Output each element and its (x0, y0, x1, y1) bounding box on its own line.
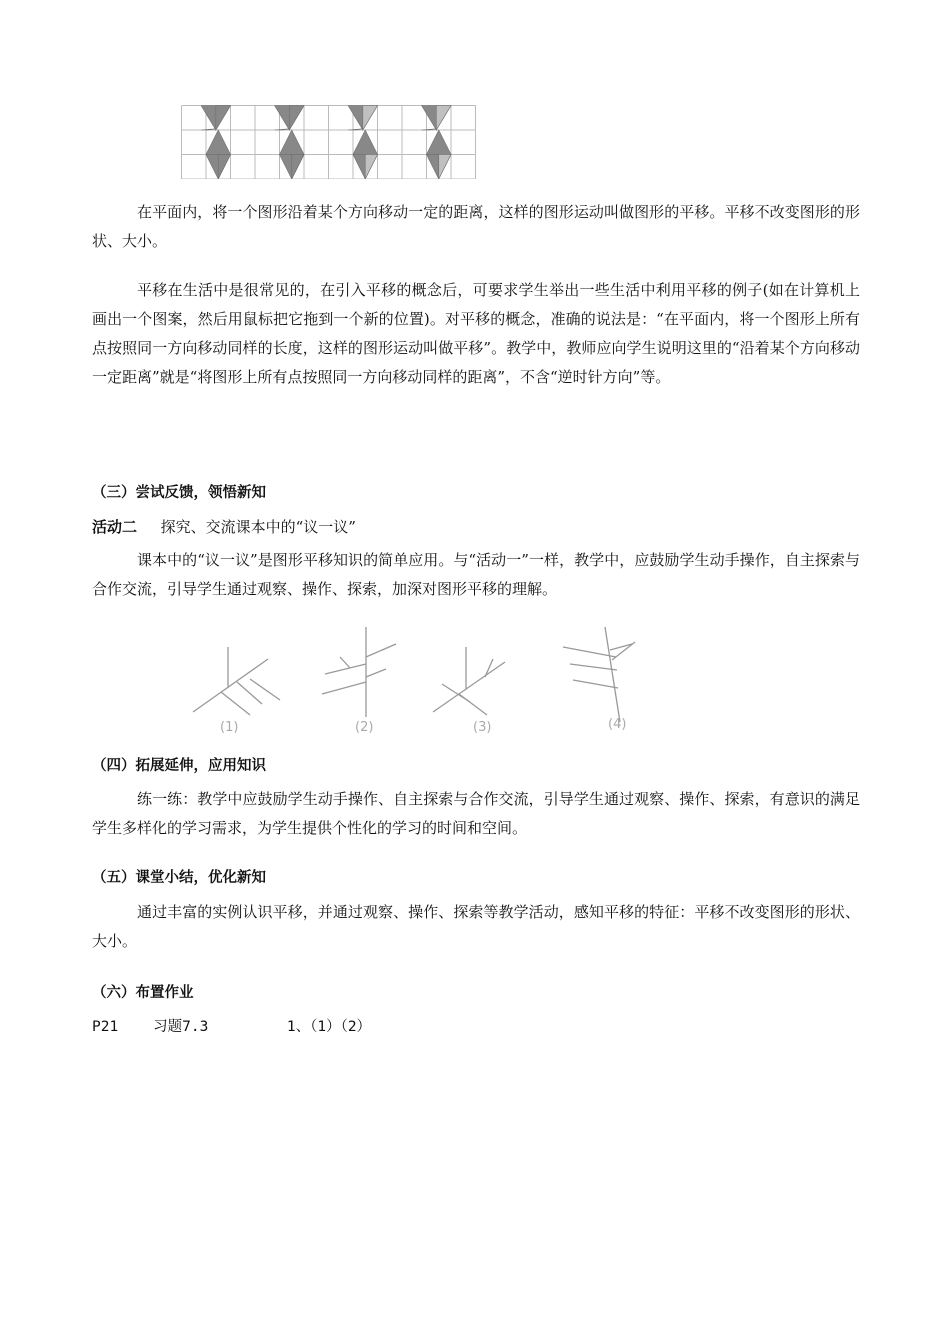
translation-grid-figure (181, 105, 477, 179)
activity-2-label: 活动二 (92, 518, 138, 536)
paragraph-practice: 练一练：教学中应鼓励学生动手操作、自主探索与合作交流，引导学生通过观察、操作、探索，有意识的满足学生多样化的学习需求，为学生提供个性化的学习的时间和空间。 (92, 790, 860, 837)
grid-triangle-light (363, 106, 378, 131)
section-heading-6: （六）布置作业 (92, 985, 194, 1001)
grid-triangle-light (216, 106, 231, 131)
tree-caption-2: (2) (355, 720, 374, 735)
tree-translation-figures (180, 622, 660, 740)
tree-caption-4: (4) (608, 717, 627, 732)
tree-caption-1: (1) (220, 720, 239, 735)
paragraph-summary: 通过丰富的实例认识平移，并通过观察、操作、探索等教学活动，感知平移的特征：平移不改变图形的形状、大小。 (92, 903, 860, 950)
grid-triangle-light (292, 155, 304, 180)
tree-figure-1 (193, 647, 280, 715)
grid-triangles (201, 106, 451, 180)
section-heading-5: （五）课堂小结，优化新知 (92, 870, 266, 886)
grid-triangle-light (365, 155, 377, 180)
activity-2-line (92, 516, 356, 537)
tree-figure-4 (563, 627, 635, 722)
paragraph-translation-in-life: 平移在生活中是很常见的，在引入平移的概念后，可要求学生举出一些生活中利用平移的例子(如在计算机上画出一个图案，然后用鼠标把它拖到一个新的位置)。对平移的概念，准确的说法是：“在平面内，将一个图形上所有点按照同一方向移动同样的长度，这样的图形运动叫做平移”。教学中，教师应向学生说明这里的“沿着某个方向移动一定距离”就是“将图形上所有点按照同一方向移动同样的距离”，不含“逆时针方向”等。 (92, 281, 860, 386)
grid-triangle-light (218, 155, 230, 180)
homework-assignment: P21 习题7.3 1、（1）（2） (92, 1019, 372, 1035)
tree-caption-3: (3) (473, 720, 492, 735)
paragraph-discussion: 课本中的“议一议”是图形平移知识的简单应用。与“活动一”一样，教学中，应鼓励学生动手操作，自主探索与合作交流，引导学生通过观察、操作、探索，加深对图形平移的理解。 (92, 551, 860, 598)
grid-triangle (427, 130, 452, 155)
grid-triangle-light (436, 106, 451, 131)
grid-triangle (206, 130, 231, 155)
tree-figure-3 (433, 647, 505, 715)
activity-2-text: 探究、交流课本中的“议一议” (160, 518, 356, 536)
grid-triangle-light (289, 106, 304, 131)
grid-triangle (353, 130, 378, 155)
grid-triangle (280, 130, 305, 155)
paragraph-translation-definition: 在平面内，将一个图形沿着某个方向移动一定的距离，这样的图形运动叫做图形的平移。平移不改变图形的形状、大小。 (92, 203, 860, 250)
section-heading-4: （四）拓展延伸，应用知识 (92, 758, 266, 774)
grid-triangle-light (439, 155, 451, 180)
section-heading-3: （三）尝试反馈，领悟新知 (92, 485, 266, 501)
tree-figure-2 (322, 627, 396, 717)
